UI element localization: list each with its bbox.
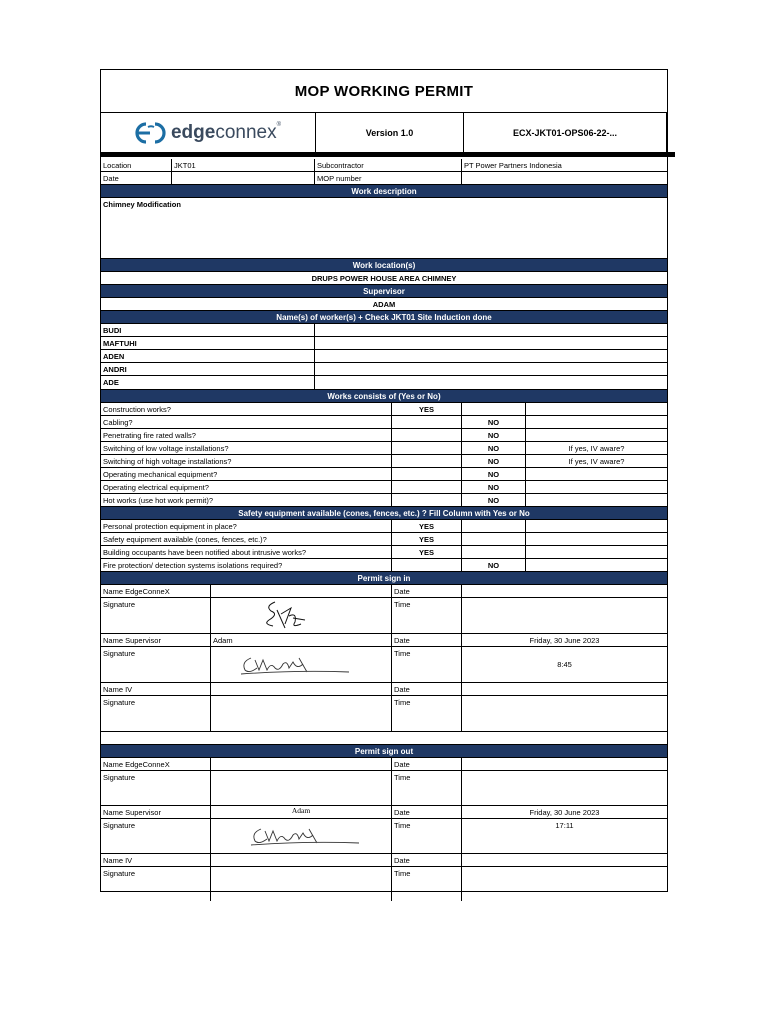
iv-name-label: Name IV xyxy=(101,854,211,866)
safety-row xyxy=(101,533,667,546)
iv-time-value xyxy=(462,696,667,731)
ecx-time-label: Time xyxy=(392,598,462,633)
worker-name: BUDI xyxy=(101,324,315,336)
iv-signature-label: Signature xyxy=(101,696,211,731)
works-question: Hot works (use hot work permit)? xyxy=(101,494,392,506)
works-row xyxy=(101,481,667,494)
supervisor-row xyxy=(101,298,667,311)
mop-number-value xyxy=(462,172,667,184)
supervisor-signature-field xyxy=(211,819,392,853)
supervisor-date-value: Friday, 30 June 2023 xyxy=(529,807,600,817)
works-yes-cell xyxy=(392,481,462,493)
works-row xyxy=(101,416,667,429)
mop-number-label: MOP number xyxy=(315,172,462,184)
safety-question: Safety equipment available (cones, fences, etc.)? xyxy=(101,533,392,545)
sign-in-iv-name-row xyxy=(101,683,667,696)
works-question: Operating mechanical equipment? xyxy=(101,468,392,480)
header-divider-bar xyxy=(100,152,675,157)
safety-note-cell xyxy=(526,533,667,545)
works-note-cell xyxy=(526,403,667,415)
ecx-signature-image xyxy=(257,598,317,633)
ecx-date-label: Date xyxy=(392,758,462,770)
safety-yes-cell xyxy=(392,559,462,571)
iv-date-value xyxy=(462,854,667,866)
supervisor-signature-field xyxy=(211,647,392,682)
safety-row xyxy=(101,559,667,572)
sign-out-supervisor-name-row xyxy=(101,806,667,819)
work-location-value: DRUPS POWER HOUSE AREA CHIMNEY xyxy=(311,273,457,283)
works-yes-cell xyxy=(392,429,462,441)
worker-row xyxy=(101,324,667,337)
works-no-cell: NO xyxy=(462,455,526,467)
sign-in-ecx-signature-row xyxy=(101,598,667,634)
safety-note-cell xyxy=(526,559,667,571)
works-no-cell: NO xyxy=(462,429,526,441)
supervisor-name-value: Adam xyxy=(211,806,392,818)
safety-note-cell xyxy=(526,520,667,532)
safety-no-cell xyxy=(462,546,526,558)
supervisor-name-label: Name Supervisor xyxy=(101,634,211,646)
worker-induction-cell xyxy=(315,350,667,362)
ecx-name-value xyxy=(211,758,392,770)
works-question: Switching of high voltage installations? xyxy=(101,455,392,467)
supervisor-date-value: Friday, 30 June 2023 xyxy=(529,635,600,645)
ecx-name-value xyxy=(211,585,392,597)
worker-name: MAFTUHI xyxy=(101,337,315,349)
ecx-date-value xyxy=(462,585,667,597)
works-row xyxy=(101,429,667,442)
works-no-cell xyxy=(462,403,526,415)
sign-out-ecx-name-row xyxy=(101,758,667,771)
info-row-date xyxy=(101,172,667,185)
safety-no-cell xyxy=(462,520,526,532)
page-title: MOP WORKING PERMIT xyxy=(101,70,667,113)
worker-name: ANDRI xyxy=(101,363,315,375)
safety-note-cell xyxy=(526,546,667,558)
works-header: Works consists of (Yes or No) xyxy=(101,390,667,403)
ecx-name-label: Name EdgeConneX xyxy=(101,585,211,597)
works-row xyxy=(101,468,667,481)
safety-no-cell: NO xyxy=(462,559,526,571)
works-yes-cell xyxy=(392,416,462,428)
worker-induction-cell xyxy=(315,376,667,389)
works-no-cell: NO xyxy=(462,468,526,480)
works-yes-cell xyxy=(392,442,462,454)
supervisor-time-label: Time xyxy=(392,819,462,853)
safety-header: Safety equipment available (cones, fences, etc.) ? Fill Column with Yes or No xyxy=(101,507,667,520)
supervisor-signature-label: Signature xyxy=(101,819,211,853)
iv-date-value xyxy=(462,683,667,695)
works-yes-cell xyxy=(392,494,462,506)
works-no-cell: NO xyxy=(462,481,526,493)
work-description-header: Work description xyxy=(101,185,667,198)
supervisor-header: Supervisor xyxy=(101,285,667,298)
safety-row xyxy=(101,520,667,533)
location-value: JKT01 xyxy=(172,159,315,171)
works-note-cell: If yes, IV aware? xyxy=(568,456,625,466)
worker-row xyxy=(101,363,667,376)
sign-in-iv-signature-row xyxy=(101,696,667,732)
works-question: Switching of low voltage installations? xyxy=(101,442,392,454)
safety-yes-cell: YES xyxy=(392,546,462,558)
works-no-cell: NO xyxy=(462,494,526,506)
works-question: Operating electrical equipment? xyxy=(101,481,392,493)
sign-in-ecx-name-row xyxy=(101,585,667,598)
worker-induction-cell xyxy=(315,337,667,349)
works-note-cell xyxy=(526,416,667,428)
worker-row xyxy=(101,337,667,350)
iv-date-label: Date xyxy=(392,854,462,866)
works-table xyxy=(101,403,667,507)
supervisor-time-value: 17:11 xyxy=(555,821,574,830)
sign-in-header: Permit sign in xyxy=(101,572,667,585)
safety-no-cell xyxy=(462,533,526,545)
supervisor-name-label: Name Supervisor xyxy=(101,806,211,818)
sign-in-supervisor-name-row xyxy=(101,634,667,647)
edgeconnex-logo xyxy=(101,113,316,153)
safety-row xyxy=(101,546,667,559)
sign-out-iv-name-row xyxy=(101,854,667,867)
works-no-cell: NO xyxy=(462,416,526,428)
works-yes-cell xyxy=(392,455,462,467)
sign-in-supervisor-signature-row xyxy=(101,647,667,683)
works-note-cell xyxy=(526,494,667,506)
iv-signature-field xyxy=(211,867,392,901)
workers-header: Name(s) of worker(s) + Check JKT01 Site Induction done xyxy=(101,311,667,324)
location-label: Location xyxy=(101,159,172,171)
sign-out-ecx-signature-row xyxy=(101,771,667,806)
iv-time-label: Time xyxy=(392,867,462,901)
worker-row xyxy=(101,376,667,390)
worker-row xyxy=(101,350,667,363)
ecx-signature-field xyxy=(211,598,392,633)
subcontractor-value: PT Power Partners Indonesia xyxy=(464,160,562,170)
edgeconnex-logo-icon xyxy=(135,122,167,144)
ecx-date-value xyxy=(462,758,667,770)
date-value xyxy=(172,172,315,184)
iv-name-label: Name IV xyxy=(101,683,211,695)
header-row xyxy=(101,113,667,154)
works-yes-cell: YES xyxy=(392,403,462,415)
supervisor-signature-label: Signature xyxy=(101,647,211,682)
safety-yes-cell: YES xyxy=(392,533,462,545)
works-note-cell xyxy=(526,468,667,480)
ecx-time-value xyxy=(462,598,667,633)
date-label: Date xyxy=(101,172,172,184)
ecx-signature-label: Signature xyxy=(101,771,211,805)
works-row xyxy=(101,442,667,455)
work-location-header: Work location(s) xyxy=(101,259,667,272)
works-question: Construction works? xyxy=(101,403,392,415)
ecx-date-label: Date xyxy=(392,585,462,597)
safety-question: Fire protection/ detection systems isolations required? xyxy=(101,559,392,571)
works-note-cell: If yes, IV aware? xyxy=(568,443,625,453)
worker-induction-cell xyxy=(315,363,667,375)
works-note-cell xyxy=(526,481,667,493)
works-no-cell: NO xyxy=(462,442,526,454)
supervisor-time-label: Time xyxy=(392,647,462,682)
permit-form xyxy=(100,69,668,892)
works-yes-cell xyxy=(392,468,462,480)
worker-name: ADE xyxy=(101,376,315,389)
ecx-signature-label: Signature xyxy=(101,598,211,633)
version-label: Version 1.0 xyxy=(316,113,464,153)
logo-wordmark: edgeconnex® xyxy=(170,122,282,143)
section-spacer xyxy=(101,732,667,745)
iv-signature-field xyxy=(211,696,392,731)
safety-question: Personal protection equipment in place? xyxy=(101,520,392,532)
works-row xyxy=(101,455,667,468)
works-question: Penetrating fire rated walls? xyxy=(101,429,392,441)
subcontractor-label: Subcontractor xyxy=(315,159,462,171)
ecx-time-label: Time xyxy=(392,771,462,805)
ecx-name-label: Name EdgeConneX xyxy=(101,758,211,770)
document-code: ECX-JKT01-OPS06-22-... xyxy=(464,113,667,153)
supervisor-date-label: Date xyxy=(392,806,462,818)
iv-name-value xyxy=(211,683,392,695)
worker-name: ADEN xyxy=(101,350,315,362)
iv-signature-label: Signature xyxy=(101,867,211,901)
supervisor-signature-image xyxy=(237,650,357,680)
supervisor-time-value: 8:45 xyxy=(557,660,572,669)
info-row-location xyxy=(101,159,667,172)
works-question: Cabling? xyxy=(101,416,392,428)
work-description-text: Chimney Modification xyxy=(101,198,667,259)
iv-time-label: Time xyxy=(392,696,462,731)
works-note-cell xyxy=(526,429,667,441)
sign-out-iv-signature-row xyxy=(101,867,667,901)
works-row xyxy=(101,403,667,416)
safety-yes-cell: YES xyxy=(392,520,462,532)
safety-question: Building occupants have been notified about intrusive works? xyxy=(101,546,392,558)
supervisor-date-label: Date xyxy=(392,634,462,646)
iv-name-value xyxy=(211,854,392,866)
worker-induction-cell xyxy=(315,324,667,336)
ecx-time-value xyxy=(462,771,667,805)
iv-time-value xyxy=(462,867,667,901)
work-location-row xyxy=(101,272,667,285)
sign-out-header: Permit sign out xyxy=(101,745,667,758)
ecx-signature-field xyxy=(211,771,392,805)
supervisor-name-value: Adam xyxy=(211,634,392,646)
iv-date-label: Date xyxy=(392,683,462,695)
works-row xyxy=(101,494,667,507)
sign-out-supervisor-signature-row xyxy=(101,819,667,854)
supervisor-value: ADAM xyxy=(372,299,396,309)
supervisor-signature-image xyxy=(247,821,367,851)
